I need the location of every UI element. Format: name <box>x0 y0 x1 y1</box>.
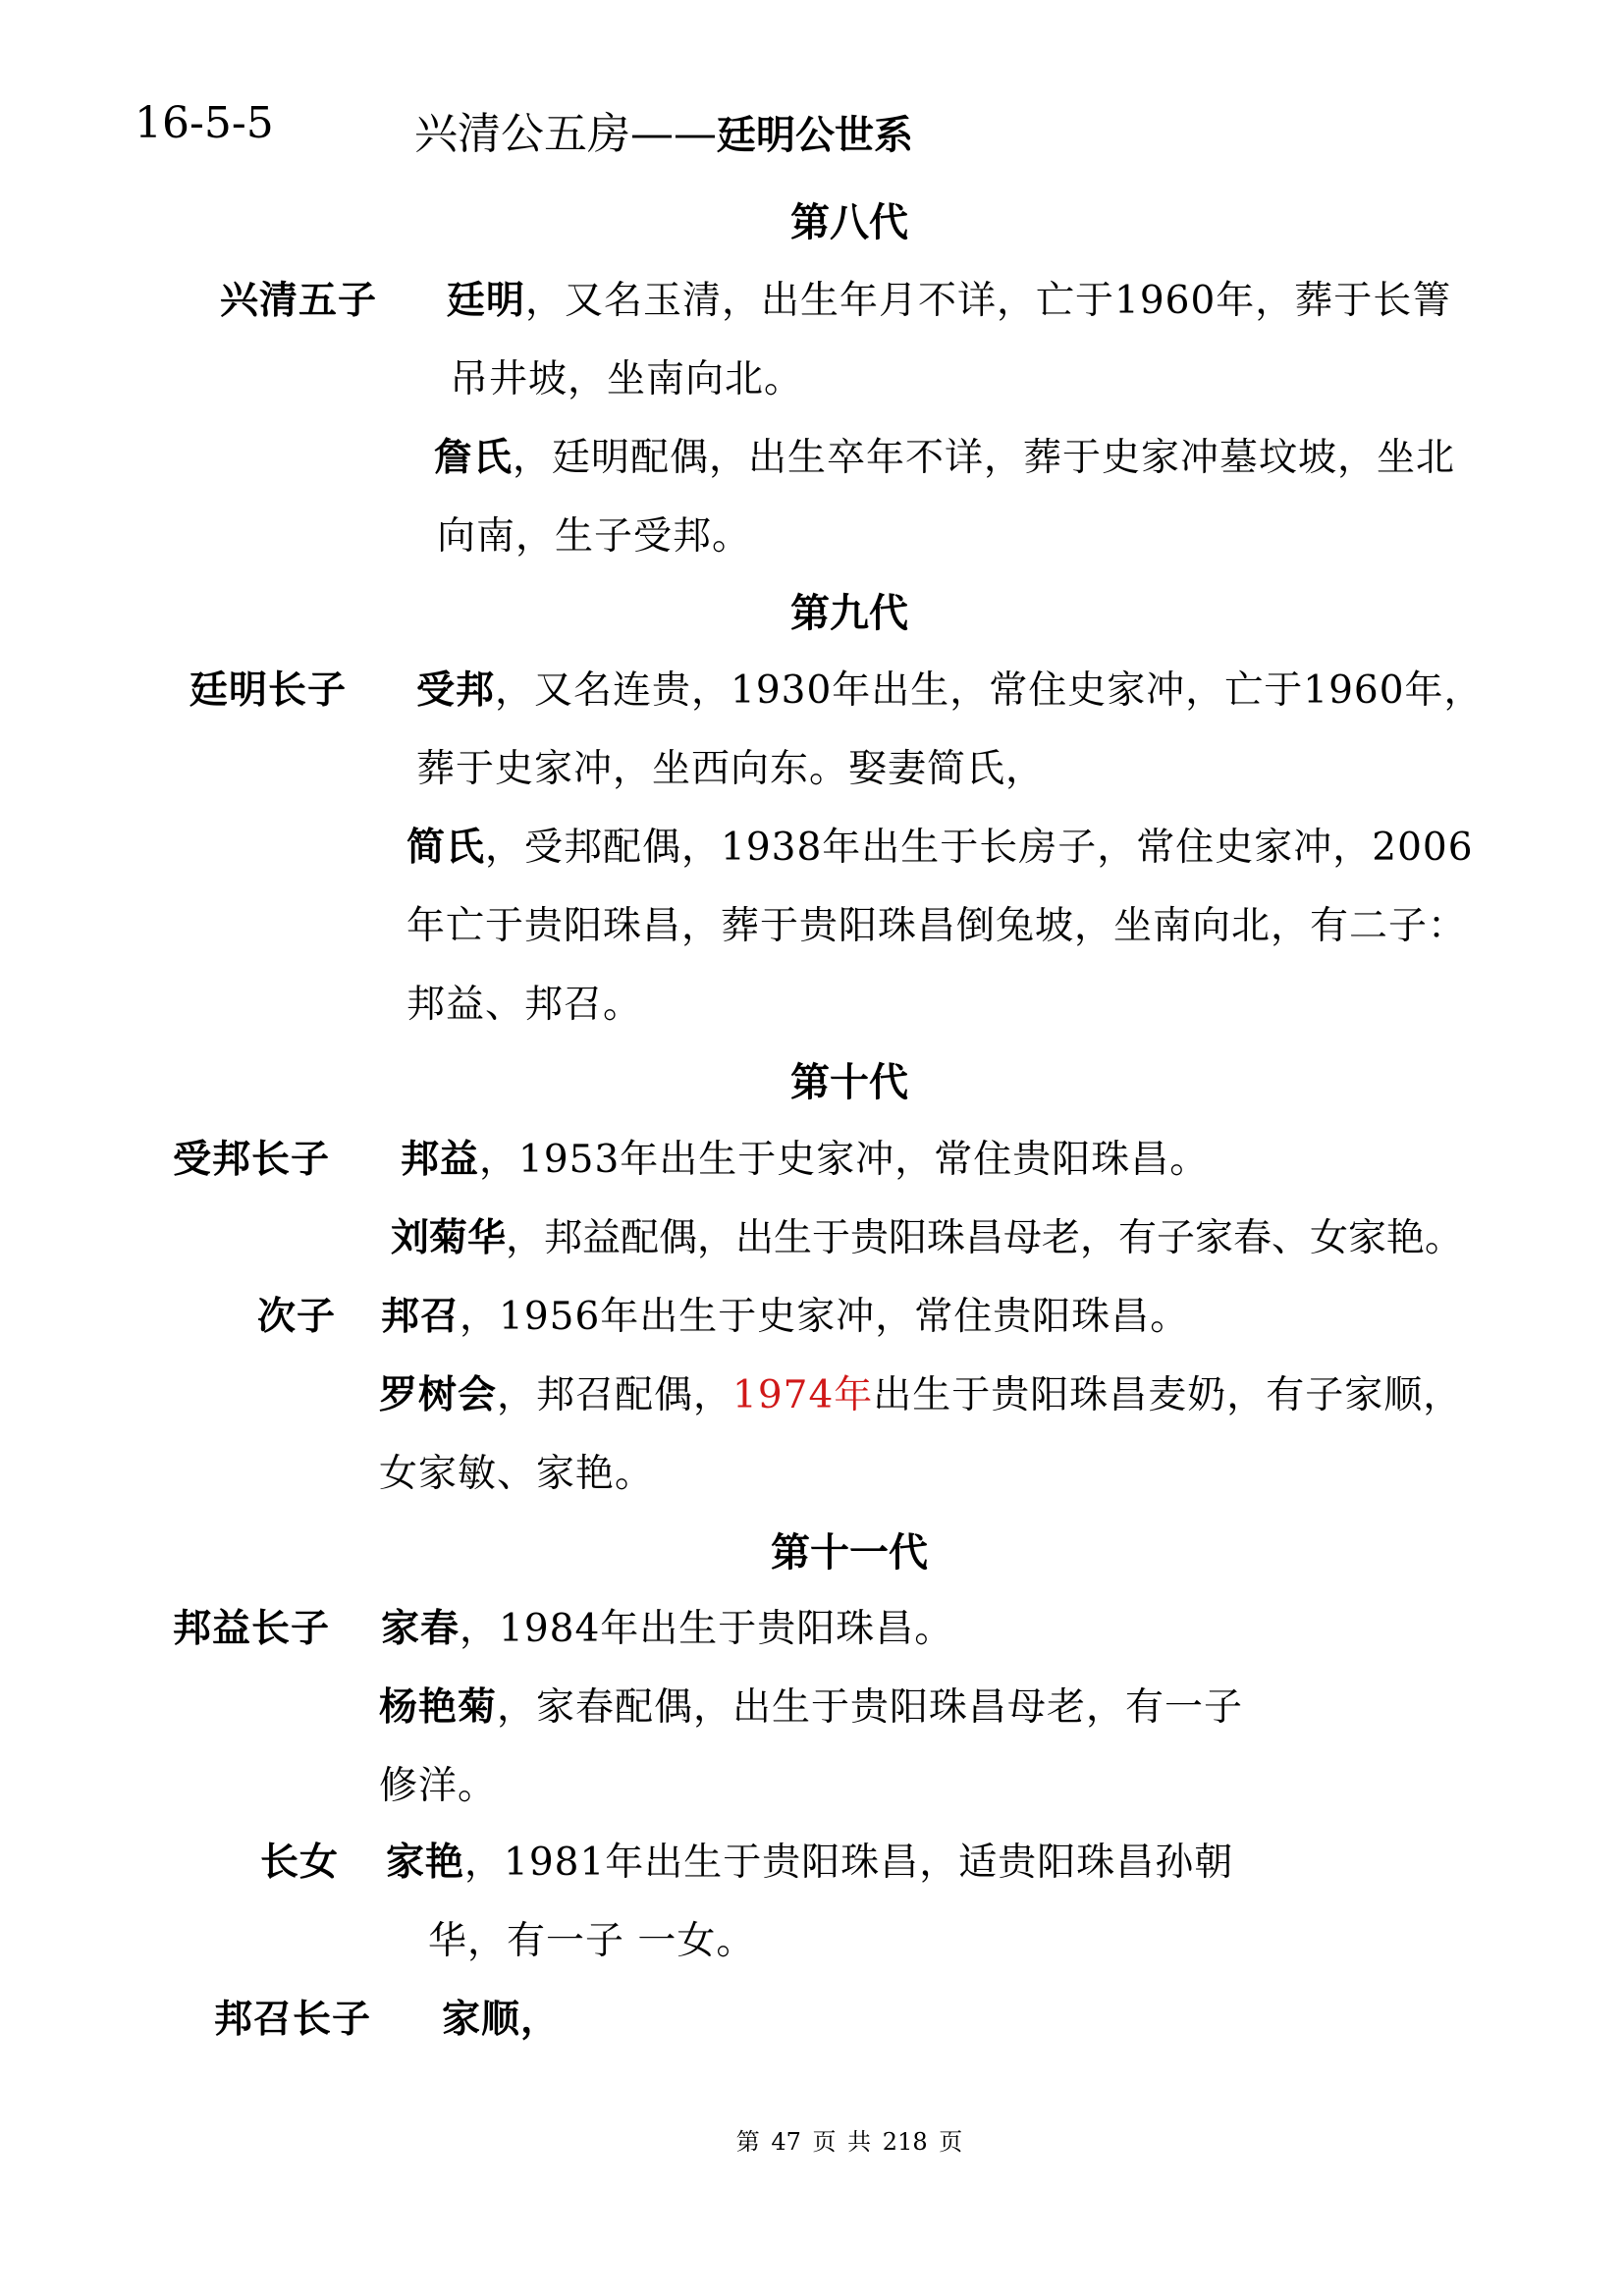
tingming-line-1 <box>447 270 1451 325</box>
bangyi-text-1: ，1953年出生于史家冲，常住贵阳珠昌。 <box>479 1138 1210 1182</box>
shoubang-text-1: ，又名连贵，1930年出生，常住史家冲，亡于1960年， <box>495 668 1484 713</box>
zhan-line-2: 向南，生子受邦。 <box>437 514 752 559</box>
jiachun-line-1 <box>381 1598 953 1653</box>
tingming-name: 廷明 <box>447 278 526 323</box>
liujuhua-name: 刘菊华 <box>391 1215 507 1260</box>
yangyanju-text-1: ，家春配偶，出生于贵阳珠昌母老，有一子 <box>497 1685 1244 1730</box>
jiachun-relation: 邦益长子 <box>173 1606 331 1651</box>
jian-line-3: 邦益、邦召。 <box>406 983 643 1027</box>
jiachun-name: 家春 <box>381 1606 460 1651</box>
jiashun-relation: 邦召长子 <box>214 1997 372 2042</box>
bangyi-relation: 受邦长子 <box>173 1137 331 1182</box>
yangyanju-line-2: 修洋。 <box>379 1764 498 1808</box>
title-sub: 廷明公世系 <box>717 112 913 158</box>
liujuhua-line-1 <box>391 1207 1463 1262</box>
zhan-name: 詹氏 <box>434 435 514 480</box>
jiashun-line-1 <box>442 1989 560 2044</box>
page-title <box>414 98 913 161</box>
tingming-line-2: 吊井坡，坐南向北。 <box>450 357 804 401</box>
zhan-text-1: ，廷明配偶，出生卒年不详，葬于史家冲墓坟坡，坐北 <box>513 436 1456 480</box>
page-footer: 第 47 页 共 218 页 <box>735 2128 963 2156</box>
luoshuhui-text-1a: ，邦召配偶， <box>497 1373 733 1417</box>
shoubang-relation: 廷明长子 <box>189 667 348 713</box>
jiashun-name: 家顺 <box>442 1997 521 2042</box>
luoshuhui-line-1 <box>379 1364 1462 1419</box>
generation-9-heading: 第九代 <box>790 590 908 636</box>
bangzhao-line-1 <box>381 1286 1189 1341</box>
shoubang-line-2: 葬于史家冲，坐西向东。娶妻简氏， <box>416 747 1046 791</box>
jian-line-1 <box>406 817 1474 872</box>
zhan-line-1 <box>434 427 1455 482</box>
section-number: 16-5-5 <box>135 98 274 148</box>
jian-text-1: ，受邦配偶，1938年出生于长房子，常住史家冲，2006 <box>485 826 1474 870</box>
luoshuhui-line-2: 女家敏、家艳。 <box>379 1452 655 1496</box>
jiayan-line-1 <box>386 1832 1233 1887</box>
tingming-relation: 兴清五子 <box>220 278 378 323</box>
bangzhao-relation: 次子 <box>257 1294 337 1339</box>
title-main: 兴清公五房—— <box>414 109 717 159</box>
bangzhao-text-1: ，1956年出生于史家冲，常住贵阳珠昌。 <box>460 1295 1190 1339</box>
tingming-text-1: ，又名玉清，出生年月不详，亡于1960年，葬于长箐 <box>525 279 1452 323</box>
yangyanju-name: 杨艳菊 <box>379 1684 498 1730</box>
jiayan-text-1: ，1981年出生于贵阳珠昌，适贵阳珠昌孙朝 <box>464 1841 1234 1885</box>
jian-name: 简氏 <box>406 825 486 870</box>
jiachun-text-1: ，1984年出生于贵阳珠昌。 <box>460 1607 954 1651</box>
bangyi-line-1 <box>401 1129 1209 1184</box>
bangzhao-name: 邦召 <box>381 1294 460 1339</box>
jiayan-line-2: 华，有一子 一女。 <box>428 1919 756 1963</box>
jian-line-2: 年亡于贵阳珠昌，葬于贵阳珠昌倒兔坡，坐南向北，有二子： <box>406 904 1468 948</box>
luoshuhui-name: 罗树会 <box>379 1372 498 1417</box>
jiayan-name: 家艳 <box>386 1840 465 1885</box>
shoubang-line-1 <box>416 660 1484 715</box>
luoshuhui-birth-year-highlight: 1974年 <box>732 1373 874 1417</box>
generation-10-heading: 第十代 <box>790 1059 908 1105</box>
bangyi-name: 邦益 <box>401 1137 480 1182</box>
liujuhua-text-1: ，邦益配偶，出生于贵阳珠昌母老，有子家春、女家艳。 <box>506 1216 1464 1260</box>
generation-11-heading: 第十一代 <box>771 1529 928 1575</box>
shoubang-name: 受邦 <box>416 667 496 713</box>
yangyanju-line-1 <box>379 1677 1243 1732</box>
jiayan-relation: 长女 <box>260 1840 340 1885</box>
generation-8-heading: 第八代 <box>790 199 908 245</box>
luoshuhui-text-1b: 出生于贵阳珠昌麦奶，有子家顺， <box>873 1373 1463 1417</box>
jiashun-text-1: ， <box>520 1997 561 2042</box>
